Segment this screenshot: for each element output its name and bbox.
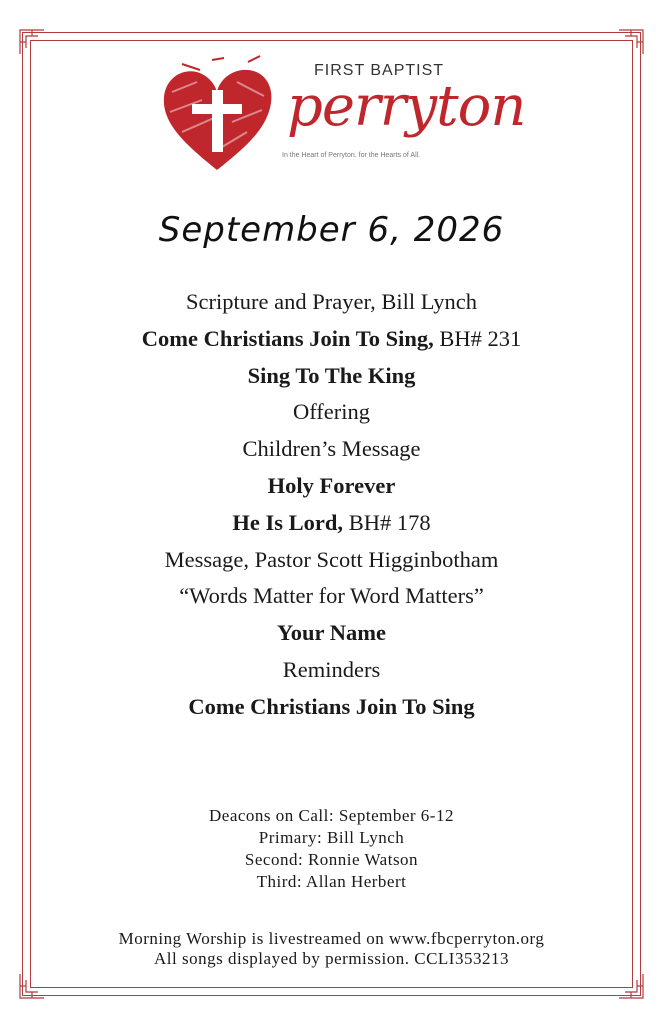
order-item-bold: Sing To The King (247, 362, 416, 388)
order-item (0, 284, 663, 321)
order-item-bold: Your Name (277, 620, 386, 646)
footer-notes (0, 929, 663, 969)
order-item-text: Offering (292, 399, 371, 425)
heart-cross-icon (152, 52, 282, 178)
order-item-bold: Holy Forever (267, 472, 396, 498)
deacons-title: Deacons on Call: September 6-12 (209, 806, 454, 825)
order-item-text: BH# 178 (343, 509, 431, 535)
order-item (0, 394, 663, 431)
logo-first-baptist: FIRST BAPTIST (314, 62, 445, 79)
corner-ornament-top-left (18, 28, 46, 56)
order-item (0, 689, 663, 726)
logo-wordmark: perryton (287, 74, 526, 139)
order-item (0, 505, 663, 542)
order-item (0, 321, 663, 358)
order-item-text: Message, Pastor Scott Higginbotham (164, 546, 499, 572)
order-item-bold: Come Christians Join To Sing, (141, 325, 434, 351)
order-item (0, 542, 663, 579)
order-item (0, 358, 663, 395)
logo-tagline: In the Heart of Perryton. for the Hearts of All. (282, 152, 421, 159)
order-of-service (0, 284, 663, 726)
order-item (0, 615, 663, 652)
church-logo (152, 52, 526, 178)
order-item-text: “Words Matter for Word Matters” (179, 583, 484, 609)
service-date: September 6, 2026 (158, 210, 505, 250)
order-item-text: Reminders (282, 656, 381, 682)
corner-ornament-top-right (617, 28, 645, 56)
order-item-text: Children’s Message (242, 436, 421, 462)
order-item-bold: Come Christians Join To Sing (188, 693, 475, 719)
deacon-second: Second: Ronnie Watson (244, 850, 419, 869)
order-item (0, 468, 663, 505)
order-item (0, 578, 663, 615)
livestream-note: Morning Worship is livestreamed on www.fbcperryton.org (118, 929, 545, 948)
ccli-note: All songs displayed by permission. CCLI353213 (154, 949, 509, 968)
corner-ornament-bottom-right (617, 972, 645, 1000)
order-item-text: Scripture and Prayer, Bill Lynch (186, 289, 477, 314)
order-item-bold: He Is Lord, (232, 509, 344, 535)
order-item (0, 431, 663, 468)
order-item-text: BH# 231 (433, 325, 522, 351)
deacon-primary: Primary: Bill Lynch (258, 828, 405, 847)
order-item (0, 652, 663, 689)
deacon-third: Third: Allan Herbert (256, 872, 407, 891)
corner-ornament-bottom-left (18, 972, 46, 1000)
deacons-on-call (0, 805, 663, 893)
